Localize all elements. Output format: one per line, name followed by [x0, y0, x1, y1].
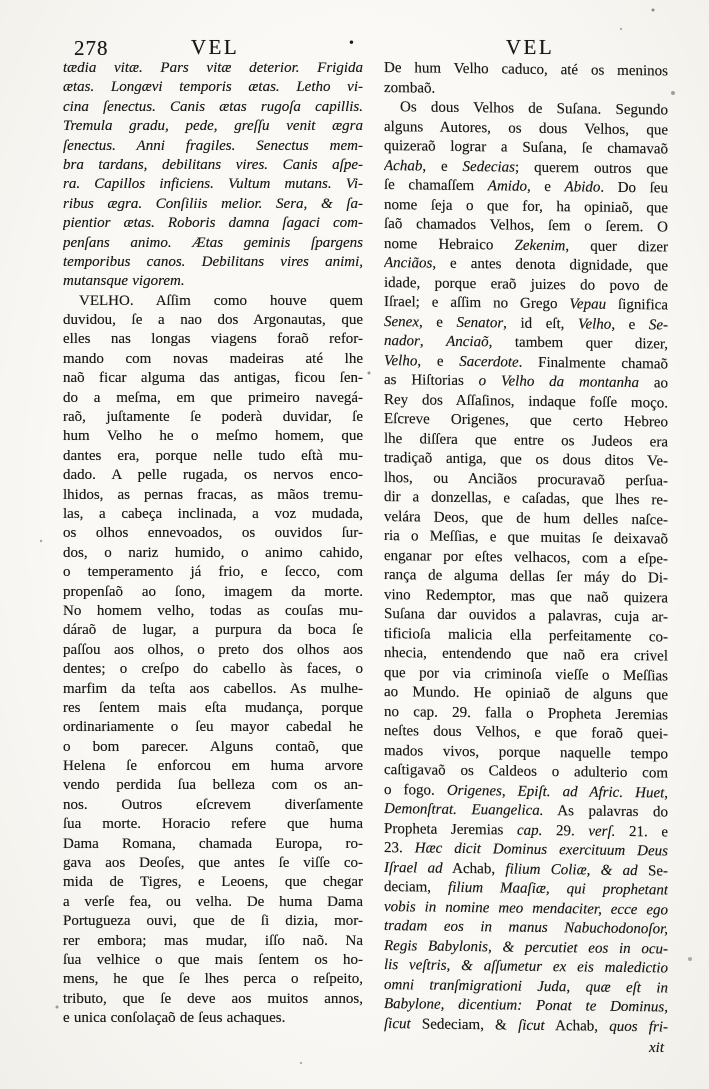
text-line: mens, he que ſe lhes perca o reſpeito,: [63, 971, 363, 988]
text-line: deciam, filium Maaſiæ, qui prophetant: [384, 879, 668, 899]
text-line: ribus ægra. Conſiliis melior. Sera, & ſa-: [63, 195, 363, 212]
text-line: os olhos ennevoados, os ouvidos ſur-: [63, 525, 363, 542]
text-line: duvidou, ſe a nao dos Argonautas, que: [63, 312, 363, 329]
right-column: [384, 60, 668, 1038]
text-line: alguns Autores, os dous Velhos, que: [384, 118, 668, 138]
text-line: ordinariamente o ſeu mayor cabedal he: [63, 719, 363, 736]
text-line: vobis in nomine meo mendaciter, ecce ego: [384, 898, 668, 918]
text-line: ſua velhice o que mais ſentem os ho-: [63, 951, 363, 968]
text-line: no cap. 29. falla o Propheta Jeremias: [384, 703, 668, 723]
text-line: lhos, ou Anciãos procuravaõ perſua-: [384, 469, 668, 489]
text-line: mida de Tigres, e Leoens, que chegar: [63, 874, 363, 891]
text-line: Dama Romana, chamada Europa, ro-: [63, 835, 363, 852]
text-line: dos, o nariz humido, o animo cahido,: [63, 544, 363, 561]
text-line: temporibus canos. Debilitans vires animi,: [63, 253, 363, 270]
text-line: ao Mundo. He opiniaõ de alguns que: [384, 684, 668, 704]
text-line: idade, porque eraõ juizes do povo de: [384, 274, 668, 294]
running-head-right: VEL: [505, 35, 555, 59]
text-line: tributo, que ſe deve aos muitos annos,: [63, 990, 363, 1007]
text-line: nome ſeja o que for, ha opiniaõ, que: [384, 196, 668, 216]
text-line: rer embora; mas mudar, iſſo naõ. Na: [63, 932, 363, 949]
text-line: VELHO. Aſſim como houve quem: [79, 292, 363, 309]
text-line: las, a cabeça inclinada, a voz mudada,: [63, 505, 363, 522]
text-line: Regis Babylonis, & percutiet eos in ocu-: [384, 937, 668, 957]
catchword: xit: [649, 1040, 664, 1056]
text-line: Achab, e Sedecias; querem outros que: [384, 157, 668, 177]
text-line: mando com novas madeiras até lhe: [63, 350, 363, 367]
text-line: o bom parecer. Alguns contaõ, que: [63, 738, 363, 755]
text-line: do a meſma, em que primeiro navegá-: [63, 389, 363, 406]
text-line: tradiçaõ antiga, que os dous ditos Ve-: [384, 450, 668, 470]
text-line: quizeraõ lograr a Suſana, ſe chamavaõ: [384, 138, 668, 158]
text-line: Tremula gradu, pede, greſſu venit ægra: [63, 118, 363, 135]
text-line: lhidos, as pernas fracas, as mãos tremu-: [63, 486, 363, 503]
text-line: as Hiſtorias o Velho da montanha ao: [384, 372, 668, 392]
header-dot: •: [349, 36, 354, 51]
text-line: Portugueza ouvi, que de ſi dizia, mor-: [63, 913, 363, 930]
text-line: penſans animo. Ætas geminis ſpargens: [63, 234, 363, 251]
text-line: ſaõ chamados Velhos, ſem o ſerem. O: [384, 216, 668, 236]
text-line: a verſe fea, ou velha. De huma Dama: [63, 893, 363, 910]
text-line: Iſrael ad Achab, filium Coliæ, & ad Se-: [384, 859, 668, 879]
text-line: Os dous Velhos de Suſana. Segundo: [400, 99, 668, 119]
text-line: mutansque vigorem.: [63, 273, 185, 290]
text-line: raõ, juſtamente ſe poderà duvidar, ſe: [63, 409, 363, 426]
text-line: rança de alguma dellas ſer máy do Di-: [384, 567, 668, 587]
text-line: ſe chamaſſem Amido, e Abido. Do ſeu: [384, 177, 668, 197]
text-line: tradam eos in manus Nabuchodonoſor,: [384, 918, 668, 938]
paper-specks: [0, 0, 1, 1]
text-line: ſicut Sedeciam, & ſicut Achab, quos fri-: [384, 1015, 668, 1035]
text-line: dantes era, porque nelle tudo eſtà mu-: [63, 447, 363, 464]
text-line: que por via criminoſa vieſſe o Meſſias: [384, 664, 668, 684]
text-line: ſenectus. Anni fragiles. Senectus mem-: [63, 137, 363, 154]
page-number: 278: [74, 36, 109, 60]
text-line: dáraõ de lugar, a purpura da boca ſe: [63, 622, 363, 639]
text-line: ria o Meſſias, e que muitas ſe deixavaõ: [384, 528, 668, 548]
text-line: dir a donzellas, e caſadas, que lhes re-: [384, 489, 668, 509]
text-line: Velho, e Sacerdote. Finalmente chamaõ: [384, 352, 668, 372]
text-line: nhecia, entendendo que naõ era crivel: [384, 645, 668, 665]
text-line: nador, Anciaõ, tambem quer dizer,: [384, 333, 668, 353]
text-line: ſua morte. Horacio refere que huma: [63, 816, 363, 833]
text-line: elles nas longas viagens foraõ refor-: [63, 331, 363, 348]
text-line: marfim da teſta aos cabellos. As mulhe-: [63, 680, 363, 697]
text-line: Rey dos Aſſaſinos, indaque foſſe moço.: [384, 391, 668, 411]
text-line: res ſentem mais eſta mudança, porque: [63, 699, 363, 716]
text-line: dado. A pelle rugada, os nervos enco-: [63, 467, 363, 484]
running-head-left: VEL: [190, 35, 240, 59]
text-line: nome Hebraico Zekenim, quer dizer: [384, 235, 668, 255]
text-line: caſtigavaõ os Caldeos o adulterio com: [384, 762, 668, 782]
text-line: Senex, e Senator, id eſt, Velho, e Se-: [384, 313, 668, 333]
text-line: Eſcreve Origenes, que certo Hebreo: [384, 411, 668, 431]
text-line: 23. Hæc dicit Dominus exercituum Deus: [384, 840, 668, 860]
text-line: lis veſtris, & aſſumetur ex eis maledictio: [384, 957, 668, 977]
text-line: e unica conſolaçaõ de ſeus achaques.: [63, 1010, 286, 1027]
text-line: vino Redemptor, mas que naõ quizera: [384, 586, 668, 606]
text-line: Iſrael; e aſſim no Grego Vepau ſignifica: [384, 294, 668, 314]
text-line: cina ſenectus. Canis ætas rugoſa capillis.: [63, 98, 363, 115]
text-line: Suſana dar ouvidos a palavras, cuja ar-: [384, 606, 668, 626]
text-line: omni tranſmigrationi Juda, quæ eſt in: [384, 976, 668, 996]
text-line: gava aos Deoſes, que antes ſe viſſe co-: [63, 855, 363, 872]
text-line: tædia vitæ. Pars vitæ deterior. Frigida: [63, 60, 363, 76]
text-line: ra. Capillos inficiens. Vultum mutans. Vi-: [63, 176, 363, 193]
text-line: Helena ſe enforcou em huma arvore: [63, 758, 363, 775]
text-line: neſtes dous Velhos, e que foraõ quei-: [384, 723, 668, 743]
text-line: enganar por eſtes velhacos, com a eſpe-: [384, 547, 668, 567]
text-line: ætas. Longævi temporis ætas. Letho vi-: [63, 79, 363, 96]
text-line: dentes; o creſpo do cabello às faces, o: [63, 661, 363, 678]
text-line: hum Velho he o meſmo homem, que: [63, 428, 363, 445]
text-line: No homem velho, todas as couſas mu-: [63, 602, 363, 619]
text-line: naõ ficar alguma das antigas, ficou ſen-: [63, 370, 363, 387]
text-line: nos. Outros eſcrevem diverſamente: [63, 796, 363, 813]
text-line: paſſou aos olhos, o preto dos olhos aos: [63, 641, 363, 658]
text-line: velára Deos, que de hum delles naſce-: [384, 508, 668, 528]
text-line: o fogo. Origenes, Epiſt. ad Afric. Huet,: [384, 781, 668, 801]
left-column: [63, 60, 363, 1030]
text-line: propenſaõ ao ſono, imagem da morte.: [63, 583, 363, 600]
text-line: zombaõ.: [384, 79, 436, 97]
text-line: Babylone, dicentium: Ponat te Dominus,: [384, 996, 668, 1016]
text-line: Demonſtrat. Euangelica. As palavras do: [384, 801, 668, 821]
text-line: Propheta Jeremias cap. 29. verſ. 21. e: [384, 820, 668, 840]
text-line: vendo perdida ſua belleza com os an-: [63, 777, 363, 794]
text-line: o temperamento já frio, e ſecco, com: [63, 564, 363, 581]
text-line: mados vivos, porque naquelle tempo: [384, 742, 668, 762]
text-line: lhe diſſera que entre os Judeos era: [384, 430, 668, 450]
text-line: Anciãos, e antes denota dignidade, que: [384, 255, 668, 275]
text-line: bra tardans, debilitans vires. Canis aſpe-: [63, 156, 363, 173]
text-line: tificioſa malicia ella perfeitamente co-: [384, 625, 668, 645]
text-line: De hum Velho caduco, até os meninos: [384, 60, 668, 80]
text-line: pientior ætas. Roboris damna ſagaci com-: [63, 215, 363, 232]
